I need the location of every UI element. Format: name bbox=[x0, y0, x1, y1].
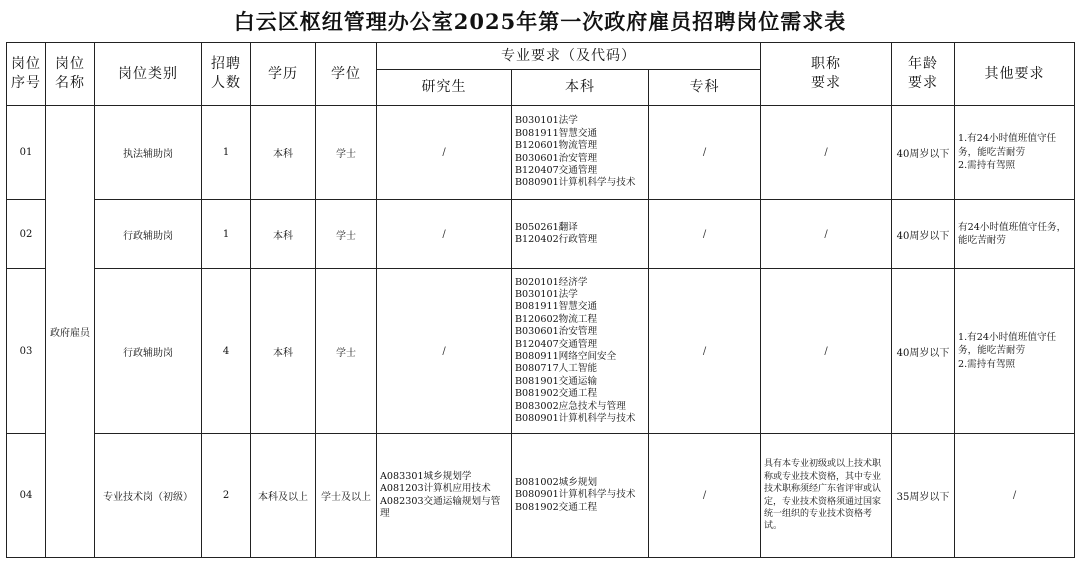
cell-other: 1.有24小时值班值守任务，能吃苦耐劳 2.需持有驾照 bbox=[955, 106, 1075, 200]
cell-education: 本科 bbox=[251, 106, 316, 200]
cell-seq: 04 bbox=[7, 434, 46, 558]
cell-category: 行政辅助岗 bbox=[95, 269, 202, 434]
cell-college: / bbox=[649, 434, 761, 558]
cell-degree: 学士 bbox=[316, 200, 377, 269]
table-row bbox=[7, 434, 1075, 558]
table-row bbox=[7, 200, 1075, 269]
cell-count: 4 bbox=[202, 269, 251, 434]
header-education: 学历 bbox=[251, 43, 316, 106]
cell-education: 本科 bbox=[251, 200, 316, 269]
header-undergrad: 本科 bbox=[512, 70, 649, 106]
cell-other: 1.有24小时值班值守任务，能吃苦耐劳 2.需持有驾照 bbox=[955, 269, 1075, 434]
cell-degree: 学士及以上 bbox=[316, 434, 377, 558]
cell-undergrad: B050261翻译 B120402行政管理 bbox=[512, 200, 649, 269]
header-title-req: 职称 要求 bbox=[761, 43, 892, 106]
header-seq: 岗位 序号 bbox=[7, 43, 46, 106]
cell-college: / bbox=[649, 269, 761, 434]
cell-seq: 01 bbox=[7, 106, 46, 200]
cell-count: 1 bbox=[202, 200, 251, 269]
cell-title-req: / bbox=[761, 106, 892, 200]
cell-position-name: 政府雇员 bbox=[46, 106, 95, 558]
cell-degree: 学士 bbox=[316, 106, 377, 200]
cell-college: / bbox=[649, 200, 761, 269]
cell-college: / bbox=[649, 106, 761, 200]
cell-category: 行政辅助岗 bbox=[95, 200, 202, 269]
header-age: 年龄 要求 bbox=[892, 43, 955, 106]
cell-age: 40周岁以下 bbox=[892, 269, 955, 434]
header-postgrad: 研究生 bbox=[377, 70, 512, 106]
cell-title-req: / bbox=[761, 200, 892, 269]
cell-undergrad: B081002城乡规划 B080901计算机科学与技术 B081902交通工程 bbox=[512, 434, 649, 558]
table-row bbox=[7, 269, 1075, 434]
cell-undergrad: B030101法学 B081911智慧交通 B120601物流管理 B030601治安管理 B120407交通管理 B080901计算机科学与技术 bbox=[512, 106, 649, 200]
cell-count: 2 bbox=[202, 434, 251, 558]
cell-postgrad: / bbox=[377, 106, 512, 200]
cell-postgrad: A083301城乡规划学 A081203计算机应用技术 A082303交通运输规划与管理 bbox=[377, 434, 512, 558]
cell-category: 执法辅助岗 bbox=[95, 106, 202, 200]
header-other: 其他要求 bbox=[955, 43, 1075, 106]
cell-age: 40周岁以下 bbox=[892, 106, 955, 200]
position-table bbox=[6, 42, 1075, 558]
table-row bbox=[7, 106, 1075, 200]
header-degree: 学位 bbox=[316, 43, 377, 106]
cell-seq: 03 bbox=[7, 269, 46, 434]
cell-postgrad: / bbox=[377, 269, 512, 434]
header-college: 专科 bbox=[649, 70, 761, 106]
cell-postgrad: / bbox=[377, 200, 512, 269]
cell-degree: 学士 bbox=[316, 269, 377, 434]
cell-category: 专业技术岗（初级） bbox=[95, 434, 202, 558]
cell-count: 1 bbox=[202, 106, 251, 200]
cell-education: 本科 bbox=[251, 269, 316, 434]
header-count: 招聘 人数 bbox=[202, 43, 251, 106]
cell-education: 本科及以上 bbox=[251, 434, 316, 558]
page-title: 白云区枢纽管理办公室2025年第一次政府雇员招聘岗位需求表 bbox=[233, 9, 847, 34]
cell-title-req: 具有本专业初级或以上技术职称或专业技术资格，其中专业技术职称须经广东省评审或认定，专业技术资格须通过国家统一组织的专业技术资格考试。 bbox=[761, 434, 892, 558]
cell-title-req: / bbox=[761, 269, 892, 434]
header-category: 岗位类别 bbox=[95, 43, 202, 106]
cell-age: 40周岁以下 bbox=[892, 200, 955, 269]
cell-other: / bbox=[955, 434, 1075, 558]
cell-age: 35周岁以下 bbox=[892, 434, 955, 558]
header-major-group: 专业要求（及代码） bbox=[377, 43, 761, 70]
cell-other: 有24小时值班值守任务，能吃苦耐劳 bbox=[955, 200, 1075, 269]
cell-undergrad: B020101经济学 B030101法学 B081911智慧交通 B120602物流工程 B030601治安管理 B120407交通管理 B080911网络空间安全 B080717人工智能 B081901交通运输 B081902交通工程 B083002应急技术与管理 B080901计算机科学与技术 bbox=[512, 269, 649, 434]
header-name: 岗位 名称 bbox=[46, 43, 95, 106]
cell-seq: 02 bbox=[7, 200, 46, 269]
